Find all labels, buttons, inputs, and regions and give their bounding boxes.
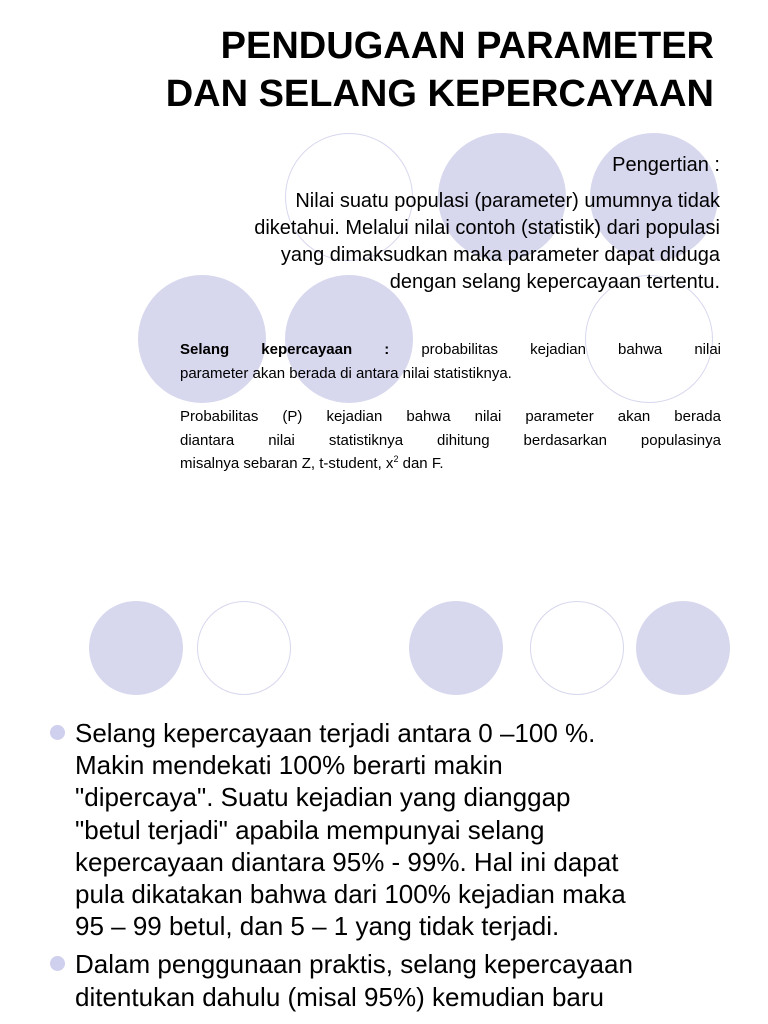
probability-line <box>180 452 721 476</box>
superscript: 2 <box>393 454 399 464</box>
bullet-line: 95 – 99 betul, dan 5 – 1 yang tidak terjadi. <box>75 911 560 942</box>
bullet-list <box>48 717 748 1019</box>
probability-line: diantara nilai statistiknya dihitung berdasarkan populasinya <box>180 431 721 449</box>
section-heading: Pengertian : <box>612 154 720 176</box>
bullet-line: pula dikatakan bahwa dari 100% kejadian maka <box>75 879 626 910</box>
slide-title-line: PENDUGAAN PARAMETER <box>220 25 714 67</box>
slide-title <box>34 22 714 118</box>
bullet-line: "betul terjadi" apabila mempunyai selang <box>75 814 545 845</box>
bullet-line: kepercayaan diantara 95% - 99%. Hal ini dapat <box>75 846 619 877</box>
probability-line: Probabilitas (P) kejadian bahwa nilai parameter akan berada <box>180 408 721 425</box>
definition-line <box>180 338 721 362</box>
probability-text: dan F. <box>398 455 444 472</box>
bullet-line: Makin mendekati 100% berarti makin <box>75 750 503 781</box>
intro-line: yang dimaksudkan maka parameter dapat diduga <box>280 244 720 266</box>
intro-line: Nilai suatu populasi (parameter) umumnya tidak <box>295 190 720 212</box>
bullet-dot-icon <box>50 956 65 971</box>
bullet-item <box>48 948 748 1012</box>
bullet-line: Selang kepercayaan terjadi antara 0 –100 %. <box>75 718 596 748</box>
bullet-line: Dalam penggunaan praktis, selang kepercayaan <box>75 949 633 980</box>
definition-text: probabilitas kejadian bahwa nilai <box>421 341 721 358</box>
definition-term: Selang kepercayaan : <box>180 341 390 358</box>
decor-circle <box>89 601 183 695</box>
probability-paragraph <box>180 405 721 476</box>
decor-circle <box>636 601 730 695</box>
bullet-item <box>48 717 748 942</box>
decor-circle <box>197 601 291 695</box>
intro-line: dengan selang kepercayaan tertentu. <box>389 271 720 293</box>
bullet-line: ditentukan dahulu (misal 95%) kemudian baru <box>75 981 604 1012</box>
intro-paragraph <box>100 188 720 296</box>
probability-text: misalnya sebaran Z, t-student, x <box>180 455 394 472</box>
decor-circle <box>530 601 624 695</box>
slide-title-line: DAN SELANG KEPERCAYAAN <box>165 73 714 115</box>
bullet-dot-icon <box>50 725 65 740</box>
decor-circle <box>409 601 503 695</box>
definition-paragraph <box>180 338 721 385</box>
bullet-line: "dipercaya". Suatu kejadian yang dianggap <box>75 782 571 813</box>
intro-line: diketahui. Melalui nilai contoh (statistik) dari populasi <box>254 217 720 239</box>
definition-line: parameter akan berada di antara nilai statistiknya. <box>180 364 512 382</box>
